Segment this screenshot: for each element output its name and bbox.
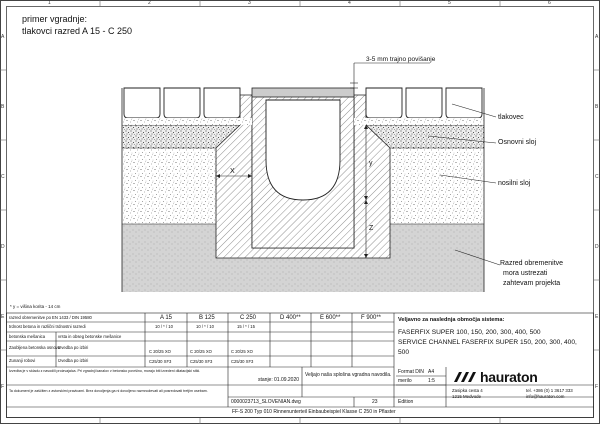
ruler-number: 4 bbox=[348, 0, 351, 6]
class-header: D 400** bbox=[280, 315, 301, 321]
edges-value: C25/30 XF3 bbox=[231, 359, 254, 364]
ruler-letter: F bbox=[1, 384, 5, 390]
scale-value: 1:5 bbox=[428, 378, 435, 384]
concrete-mix-value: C 20/25 XO bbox=[231, 349, 253, 354]
class-header: B 125 bbox=[199, 315, 215, 321]
ruler-letter: A bbox=[595, 34, 599, 40]
concrete-mix-value: C 20/25 XO bbox=[190, 349, 212, 354]
address-line2: 1215 Medvode bbox=[452, 394, 482, 399]
products-line1: FASERFIX SUPER 100, 150, 200, 300, 400, 500 bbox=[398, 329, 541, 336]
format-value: A4 bbox=[428, 369, 435, 375]
install-note-2: Ta dokument je zaščiten z avtorskimi pravicami. Brez dovoljenja ga ni dovoljeno razmnoževati ali posredovati tretjim osebam. bbox=[9, 389, 208, 393]
format-label: Format DIN bbox=[398, 369, 424, 375]
label-base-layer: Osnovni sloj bbox=[498, 139, 537, 146]
ruler-letter: B bbox=[595, 104, 599, 110]
dimension-z: Z bbox=[369, 225, 374, 232]
label-pavers: tlakovec bbox=[498, 114, 524, 121]
class-header: E 600** bbox=[320, 315, 341, 321]
date-value: 01.09.2020 bbox=[274, 377, 300, 383]
dimension-y: y bbox=[369, 160, 373, 167]
ruler-number: 2 bbox=[148, 0, 151, 6]
ruler-letter: B bbox=[1, 104, 5, 110]
strength-value: 15 / * / 15 bbox=[237, 324, 255, 329]
strength-value: 10 / * / 10 bbox=[155, 324, 173, 329]
email: info@hauraton.com bbox=[526, 394, 565, 399]
dimension-x: X bbox=[230, 168, 235, 175]
row-base-label: Zaobljena betonska osnova bbox=[9, 345, 61, 350]
sheet-number: 23 bbox=[372, 399, 378, 405]
row-load-class-label: razred obremenitve po EN 1433 / DIN 19580 bbox=[9, 315, 92, 320]
products-line3: 500 bbox=[398, 349, 410, 356]
label-soil-line1: Razred obremenitve bbox=[500, 260, 564, 267]
row-edges-label: Zunanji robovi bbox=[9, 358, 36, 363]
ruler-number: 3 bbox=[248, 0, 251, 6]
footnote: * y = višina korita - 14 cm bbox=[10, 304, 61, 309]
validity-note: Veljajo naša splošna vgradna navodila. bbox=[305, 372, 392, 378]
ruler-number: 5 bbox=[448, 0, 451, 6]
ruler-number: 6 bbox=[548, 0, 551, 6]
ruler-letter: C bbox=[595, 174, 599, 180]
row-base-sub: Izvedba po izbiri bbox=[58, 345, 89, 350]
row-concrete-mix-label: betonska mešanica bbox=[9, 334, 46, 339]
phone: tel. +386 (0) 1 3617 333 bbox=[526, 388, 573, 393]
row-concrete-mix-sub: vrsta in obseg betonske mešanice bbox=[58, 334, 122, 339]
drawing-title-line2: tlakovci razred A 15 - C 250 bbox=[22, 26, 133, 36]
ruler-letter: F bbox=[595, 384, 599, 390]
row-edges-sub: Izvedba po izbiri bbox=[58, 358, 89, 363]
drawing-number: 0000023713_SLOVENIAN.dwg bbox=[231, 399, 301, 405]
class-header: F 900** bbox=[361, 315, 382, 321]
label-soil-line2: mora ustrezati bbox=[503, 270, 548, 277]
edition-label: Edition bbox=[398, 399, 414, 405]
ruler-letter: E bbox=[1, 314, 5, 320]
drawing-caption: FF-S 200 Typ 010 Rinnenunterteil Einbaubeispiel Klasse C 250 in Pflaster bbox=[232, 409, 396, 415]
edges-value: C25/30 XF3 bbox=[190, 359, 213, 364]
date-label: stanje: bbox=[258, 377, 273, 383]
edges-value: C25/30 XF3 bbox=[149, 359, 172, 364]
label-subbase-layer: nosilni sloj bbox=[498, 180, 531, 187]
ruler-number: 1 bbox=[48, 0, 51, 6]
address-line1: Zasipka cesta 4 bbox=[452, 388, 483, 393]
install-note-1: Izvedba je v skladu z navodili proizvajalca. Pri vgradnji kanalov v betonsko površino, morajo biti izvedeni dilatacijski stiki. bbox=[9, 369, 201, 373]
ruler-letter: D bbox=[1, 244, 5, 250]
concrete-mix-value: C 20/25 XO bbox=[149, 349, 171, 354]
class-header: A 15 bbox=[160, 315, 173, 321]
drawing-title-line1: primer vgradnje: bbox=[22, 14, 88, 24]
ruler-letter: E bbox=[595, 314, 599, 320]
hauraton-logo-icon bbox=[452, 370, 478, 384]
ruler-letter: A bbox=[1, 34, 5, 40]
ruler-letter: C bbox=[1, 174, 5, 180]
strength-value: 10 / * / 10 bbox=[196, 324, 214, 329]
ruler-letter: D bbox=[595, 244, 599, 250]
row-strength-label: trdnost betona in različni trdnostni razredi bbox=[9, 324, 86, 329]
brand-wordmark: hauraton bbox=[480, 369, 538, 385]
label-soil-line3: zahtevam projekta bbox=[503, 280, 561, 287]
products-heading: Veljavno za naslednja območja sistema: bbox=[398, 317, 505, 323]
class-header: C 250 bbox=[240, 315, 257, 321]
products-line2: SERVICE CHANNEL FASERFIX SUPER 150, 200, 300, 400, bbox=[398, 339, 577, 346]
scale-label: merilo bbox=[398, 378, 412, 384]
callout-raise-label: 3-5 mm trajno povišanje bbox=[366, 56, 436, 63]
